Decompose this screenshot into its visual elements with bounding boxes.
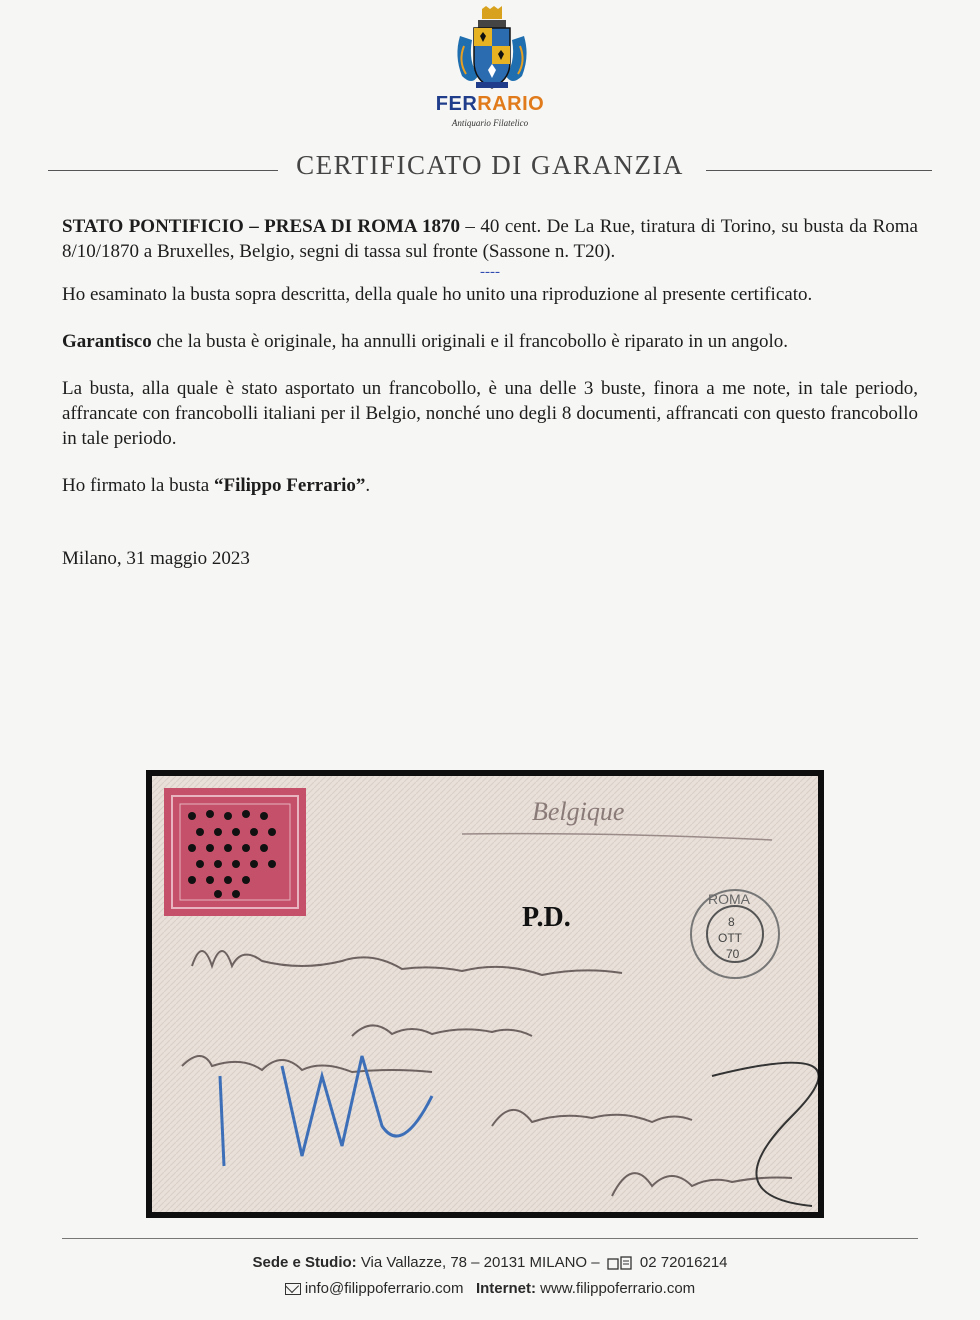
pd-marking: P.D. — [522, 902, 571, 933]
svg-text:OTT: OTT — [718, 931, 742, 945]
separator: ---- — [480, 264, 500, 280]
rarity-paragraph: La busta, alla quale è stato asportato un francobollo, è una delle 3 buste, finora a me note, in tale periodo, affrancate con francobolli italiani per il Belgio, nonché uno degli 8 documenti, affrancati con questo francobollo in tale periodo. — [62, 378, 918, 449]
footer-address — [0, 1254, 980, 1271]
guarantee-paragraph — [62, 329, 918, 354]
svg-text:70: 70 — [726, 947, 740, 961]
brand-name: FERRARIO — [435, 93, 545, 115]
certificate-title: CERTIFICATO DI GARANZIA — [296, 150, 684, 180]
email-link[interactable]: info@filippoferrario.com — [304, 1280, 464, 1297]
place-date: Milano, 31 maggio 2023 — [62, 548, 250, 569]
envelope — [152, 776, 818, 1212]
envelope-drawing — [152, 776, 818, 1212]
certificate-body — [62, 214, 918, 571]
phone-number: 02 72016214 — [635, 1254, 728, 1271]
signature-name: “Filippo Ferrario” — [213, 475, 366, 496]
address-text: Via Vallazze, 78 – 20131 MILANO – — [356, 1254, 604, 1271]
brand-tagline: Antiquario Filatelico — [451, 118, 529, 128]
phone-fax-icon — [607, 1256, 633, 1270]
crest-icon — [452, 6, 532, 94]
svg-text:ROMA: ROMA — [708, 891, 750, 907]
footer-contacts — [0, 1280, 980, 1297]
description-paragraph — [62, 214, 918, 264]
envelope-photo — [146, 770, 824, 1218]
svg-text:8: 8 — [728, 915, 735, 929]
examination-paragraph: Ho esaminato la busta sopra descritta, della quale ho unito una riproduzione al presente certificato. — [62, 284, 813, 305]
guarantee-text: che la busta è originale, ha annulli originali e il francobollo è riparato in un angolo. — [151, 331, 789, 352]
certificate-title-row — [48, 150, 932, 180]
mail-icon — [285, 1283, 301, 1295]
signature-paragraph: Ho firmato la busta “Filippo Ferrario”. — [62, 475, 371, 496]
sede-label: Sede e Studio: — [252, 1254, 357, 1271]
guarantee-keyword: Garantisco — [62, 331, 152, 352]
postage-stamp — [164, 788, 306, 916]
description-text: – 40 cent. De La Rue, tiratura di Torino, su busta da Roma 8/10/1870 a Bruxelles, Belgio, segni di tassa sul fronte (Sassone n. T20). — [62, 216, 918, 262]
description-heading: STATO PONTIFICIO – PRESA DI ROMA 1870 — [62, 216, 460, 237]
footer-divider — [62, 1238, 918, 1239]
internet-label: Internet: — [475, 1280, 536, 1297]
logo — [0, 0, 980, 140]
destination-country: Belgique — [532, 797, 625, 826]
website-link[interactable]: www.filippoferrario.com — [535, 1280, 696, 1297]
